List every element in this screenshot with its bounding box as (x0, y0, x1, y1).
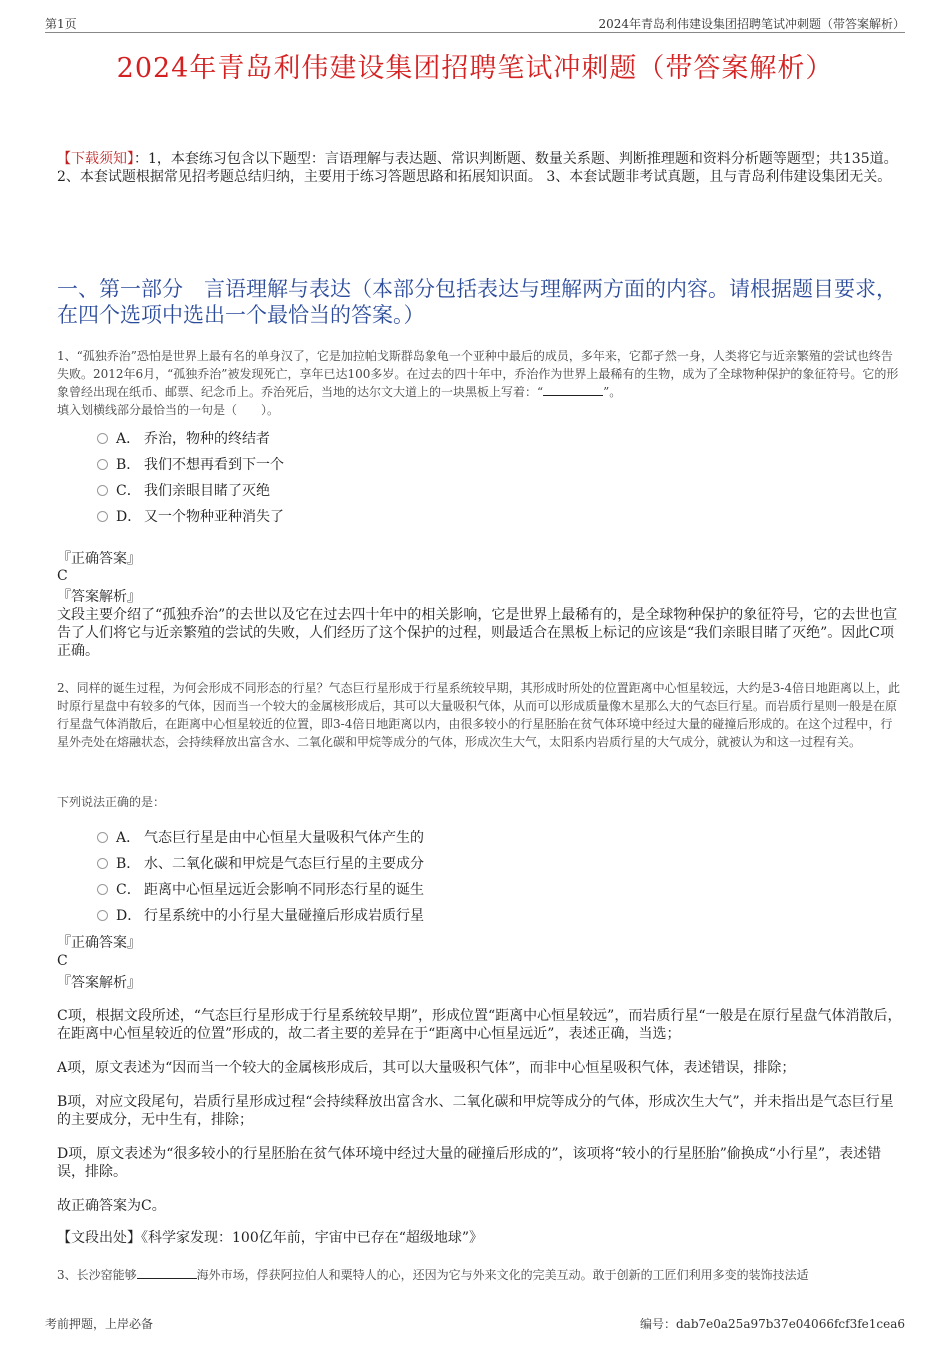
q2-prompt: 下列说法正确的是： (57, 795, 166, 809)
q2-option-c[interactable] (97, 879, 424, 899)
q2-analysis-d: D项，原文表述为“很多较小的行星胚胎在贫气体环境中经过大量的碰撞后形成的”，该项将“较小的行星胚胎”偷换成“小行星”，表述错误，排除。 (57, 1146, 882, 1180)
q2-source (57, 1229, 902, 1247)
page-number: 第1页 (45, 17, 77, 31)
option-text: 又一个物种亚种消失了 (144, 509, 284, 525)
q1-stem-text: 1、“孤独乔治”恐怕是世界上最有名的单身汉了，它是加拉帕戈斯群岛象龟一个亚种中最后的成员，多年来，它都孑然一身，人类将它与近亲繁殖的尝试也终告失败。2012年6月，“孤独乔治”被发现死亡，享年已达100多岁。在过去的四十年中，乔治作为世界上最稀有的生物，成为了全球物种保护的象征符号。它的形象曾经出现在纸币、邮票、纪念币上。乔治死后，当地的达尔文大道上的一块黑板上写着：“ (57, 349, 899, 399)
q3-stem-start: 3、长沙窑能够 (57, 1268, 137, 1282)
option-text: 我们不想再看到下一个 (144, 457, 284, 473)
q1-prompt: 填入划横线部分最恰当的一句是（ ）。 (57, 403, 280, 417)
option-letter: D． (116, 908, 142, 924)
radio-icon[interactable] (97, 485, 108, 496)
q2-option-d[interactable] (97, 905, 424, 925)
source-tag: 【文段出处】 (57, 1230, 141, 1246)
notice-tag: 【下载须知】 (57, 151, 134, 167)
q1-stem-end: ”。 (603, 385, 622, 399)
q1-analysis-label: 『答案解析』 (57, 589, 141, 605)
q3-stem-rest: 海外市场，俘获阿拉伯人和粟特人的心，还因为它与外来文化的完美互动。敢于创新的工匠们利用多变的装饰技法适 (196, 1268, 809, 1282)
q2-answer: C (57, 953, 68, 969)
question-3-stem (57, 1266, 902, 1284)
radio-icon[interactable] (97, 884, 108, 895)
option-text: 我们亲眼目睹了灭绝 (144, 483, 270, 499)
radio-icon[interactable] (97, 832, 108, 843)
q1-option-a[interactable] (97, 428, 270, 448)
q1-answer-label: 『正确答案』 (57, 551, 141, 567)
q1-option-c[interactable] (97, 480, 270, 500)
option-letter: B． (116, 457, 141, 473)
radio-icon[interactable] (97, 459, 108, 470)
radio-icon[interactable] (97, 433, 108, 444)
option-letter: D． (116, 509, 142, 525)
option-letter: A． (116, 830, 141, 846)
radio-icon[interactable] (97, 511, 108, 522)
q1-answer: C (57, 568, 68, 584)
radio-icon[interactable] (97, 858, 108, 869)
question-2-stem: 2、同样的诞生过程，为何会形成不同形态的行星？气态巨行星形成于行星系统较早期，其形成时所处的位置距离中心恒星较远，大约是3-4倍日地距离以上，此时原行星盘中有较多的气体，因而当一个较大的金属核形成后，其可以大量吸积气体，从而可以形成质量像木星那么大的气态巨行星。而岩质行星则一般是在原行星盘气体消散后，在距离中心恒星较近的位置，即3-4倍日地距离以内，由很多较小的行星胚胎在贫气体环境中经过大量的碰撞后形成的。在这个过程中，行星外壳处在熔融状态，会持续释放出富含水、二氧化碳和甲烷等成分的气体，形成次生大气，太阳系内岩质行星的大气成分，就被认为和这一过程有关。 (57, 681, 900, 749)
q2-option-b[interactable] (97, 853, 424, 873)
q2-analysis-c: C项，根据文段所述，“气态巨行星形成于行星系统较早期”，形成位置“距离中心恒星较远”，而岩质行星“一般是在原行星盘气体消散后，在距离中心恒星较近的位置”形成的，故二者主要的差异在于“距离中心恒星远近”，表述正确，当选； (57, 1008, 902, 1042)
q2-analysis-label: 『答案解析』 (57, 975, 141, 991)
option-text: 行星系统中的小行星大量碰撞后形成岩质行星 (144, 908, 424, 924)
footer-slogan: 考前押题，上岸必备 (45, 1317, 154, 1331)
option-text: 气态巨行星是由中心恒星大量吸积气体产生的 (144, 830, 424, 846)
q1-option-b[interactable] (97, 454, 284, 474)
option-letter: B． (116, 856, 141, 872)
option-letter: C． (116, 483, 141, 499)
option-text: 乔治，物种的终结者 (144, 431, 270, 447)
q2-analysis-conclusion: 故正确答案为C。 (57, 1198, 166, 1214)
source-text: 《科学家发现：100亿年前，宇宙中已存在“超级地球”》 (141, 1230, 484, 1246)
q1-analysis: 文段主要介绍了“孤独乔治”的去世以及它在过去四十年中的相关影响，它是世界上最稀有的，是全球物种保护的象征符号，它的去世也宣告了人们将它与近亲繁殖的尝试的失败，人们经历了这个保护的过程，则最适合在黑板上标记的应该是“我们亲眼目睹了灭绝”。因此C项正确。 (57, 607, 898, 659)
q2-answer-label: 『正确答案』 (57, 935, 141, 951)
question-1-stem (57, 347, 902, 419)
q1-blank (543, 383, 603, 396)
option-text: 距离中心恒星远近会影响不同形态行星的诞生 (144, 882, 424, 898)
option-text: 水、二氧化碳和甲烷是气态巨行星的主要成分 (144, 856, 424, 872)
header-divider (45, 32, 905, 33)
q2-analysis-a: A项，原文表述为“因而当一个较大的金属核形成后，其可以大量吸积气体”，而非中心恒星吸积气体，表述错误，排除； (57, 1060, 796, 1076)
q2-option-a[interactable] (97, 827, 424, 847)
q3-blank (137, 1266, 197, 1279)
page-title: 2024年青岛利伟建设集团招聘笔试冲刺题（带答案解析） (116, 53, 834, 84)
header-doc-title: 2024年青岛利伟建设集团招聘笔试冲刺题（带答案解析） (598, 17, 905, 31)
option-letter: C． (116, 882, 141, 898)
option-letter: A． (116, 431, 141, 447)
footer-doc-id: 编号：dab7e0a25a97b37e04066fcf3fe1cea6 (640, 1317, 905, 1331)
section-heading: 一、第一部分 言语理解与表达（本部分包括表达与理解两方面的内容。请根据题目要求，在四个选项中选出一个最恰当的答案。） (57, 277, 897, 327)
notice-text: ：1，本套练习包含以下题型：言语理解与表达题、常识判断题、数量关系题、判断推理题和资料分析题等题型；共135道。 2、本套试题根据常见招考题总结归纳，主要用于练习答题思路和拓展知识面。 3、本套试题非考试真题，且与青岛利伟建设集团无关。 (57, 151, 898, 185)
q1-option-d[interactable] (97, 506, 284, 526)
q2-analysis-b: B项，对应文段尾句，岩质行星形成过程“会持续释放出富含水、二氧化碳和甲烷等成分的气体，形成次生大气”，并未指出是气态巨行星的主要成分，无中生有，排除； (57, 1094, 894, 1128)
download-notice (57, 150, 902, 186)
radio-icon[interactable] (97, 910, 108, 921)
